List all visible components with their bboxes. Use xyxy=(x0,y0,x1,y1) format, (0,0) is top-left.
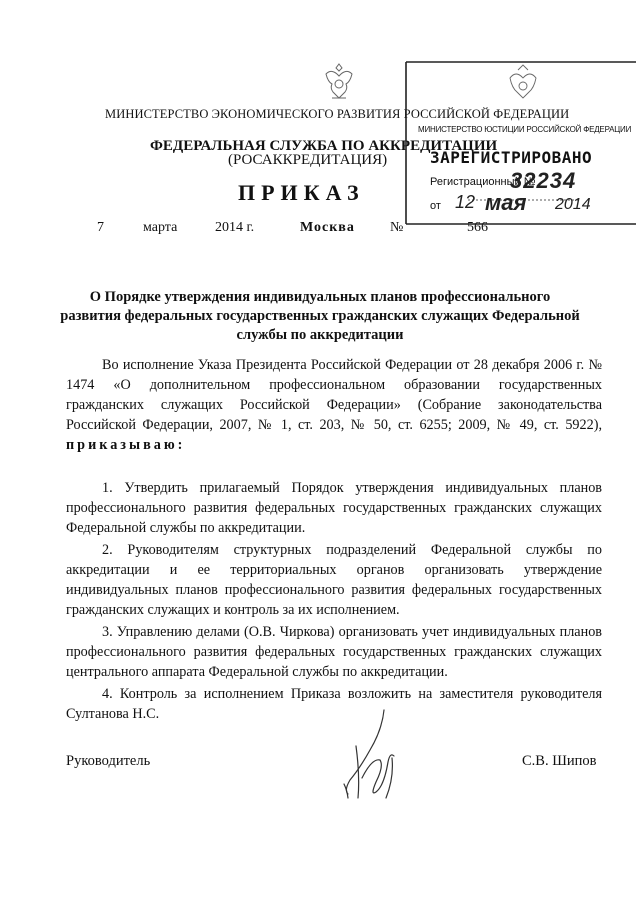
handwritten-signature xyxy=(336,706,410,806)
signatory-title: Руководитель xyxy=(66,753,151,769)
service-name: ФЕДЕРАЛЬНАЯ СЛУЖБА ПО АККРЕДИТАЦИИ xyxy=(150,138,498,154)
stamp-reg-number: 32234 xyxy=(510,168,577,193)
stamp-ministry-line: МИНИСТЕРСТВО ЮСТИЦИИ РОССИЙСКОЙ ФЕДЕРАЦИИ xyxy=(418,125,632,134)
signatory-name: С.В. Шипов xyxy=(522,753,597,769)
stamp-date-prefix: от xyxy=(430,200,441,212)
order-year: 2014 г. xyxy=(215,220,255,235)
order-item-1: 1. Утвердить прилагаемый Порядок утверждения индивидуальных планов профессионального развития федеральных государственных гражданских служащих Федеральной службы по аккредитации. xyxy=(66,480,602,536)
stamp-date-month: мая xyxy=(485,190,527,215)
ministry-name: МИНИСТЕРСТВО ЭКОНОМИЧЕСКОГО РАЗВИТИЯ РОССИЙСКОЙ ФЕДЕРАЦИИ xyxy=(105,107,570,121)
stamp-reg-number-label: Регистрационный № xyxy=(430,176,536,188)
stamp-date-year: 2014 xyxy=(555,196,591,213)
intro-action: приказываю: xyxy=(66,437,186,453)
intro-text: Во исполнение Указа Президента Российской Федерации от 28 декабря 2006 г. № 1474 «О дополнительном профессиональном образовании государственных гражданских служащих Российской Федерации» (Собрание законодательства Российской Федерации, 2007, № 1, ст. 203, № 50, ст. 6255; 2009, № 49, ст. 5922), xyxy=(66,357,602,433)
order-item-4: 4. Контроль за исполнением Приказа возложить на заместителя руководителя Султанова Н.С. xyxy=(66,686,602,722)
order-subject: О Порядке утверждения индивидуальных планов профессионального развития федеральных государственных гражданских служащих Федеральной службы по аккредитации xyxy=(60,289,580,343)
service-short-name: (РОСАККРЕДИТАЦИЯ) xyxy=(228,152,388,168)
stamp-registered-label: ЗАРЕГИСТРИРОВАНО xyxy=(430,148,593,167)
order-month: марта xyxy=(143,220,178,235)
document-type: ПРИКАЗ xyxy=(238,180,365,205)
order-item-2: 2. Руководителям структурных подразделений Федеральной службы по аккредитации и ее территориальных органов организовать утверждение индивидуальных планов профессионального развития федеральных государственных гражданских служащих и контроль за их исполнением. xyxy=(66,542,602,618)
order-item-3: 3. Управлению делами (О.В. Чиркова) организовать учет индивидуальных планов профессионального развития федеральных государственных гражданских служащих центрального аппарата Федеральной службы по аккредитации. xyxy=(66,624,602,680)
state-emblem-icon xyxy=(318,60,360,104)
order-day: 7 xyxy=(97,220,104,235)
intro-paragraph xyxy=(66,355,602,455)
order-number-sign: № xyxy=(390,220,404,235)
stamp-date-day: 12 xyxy=(455,192,476,212)
order-city: Москва xyxy=(300,220,355,235)
order-number: 566 xyxy=(467,220,488,235)
